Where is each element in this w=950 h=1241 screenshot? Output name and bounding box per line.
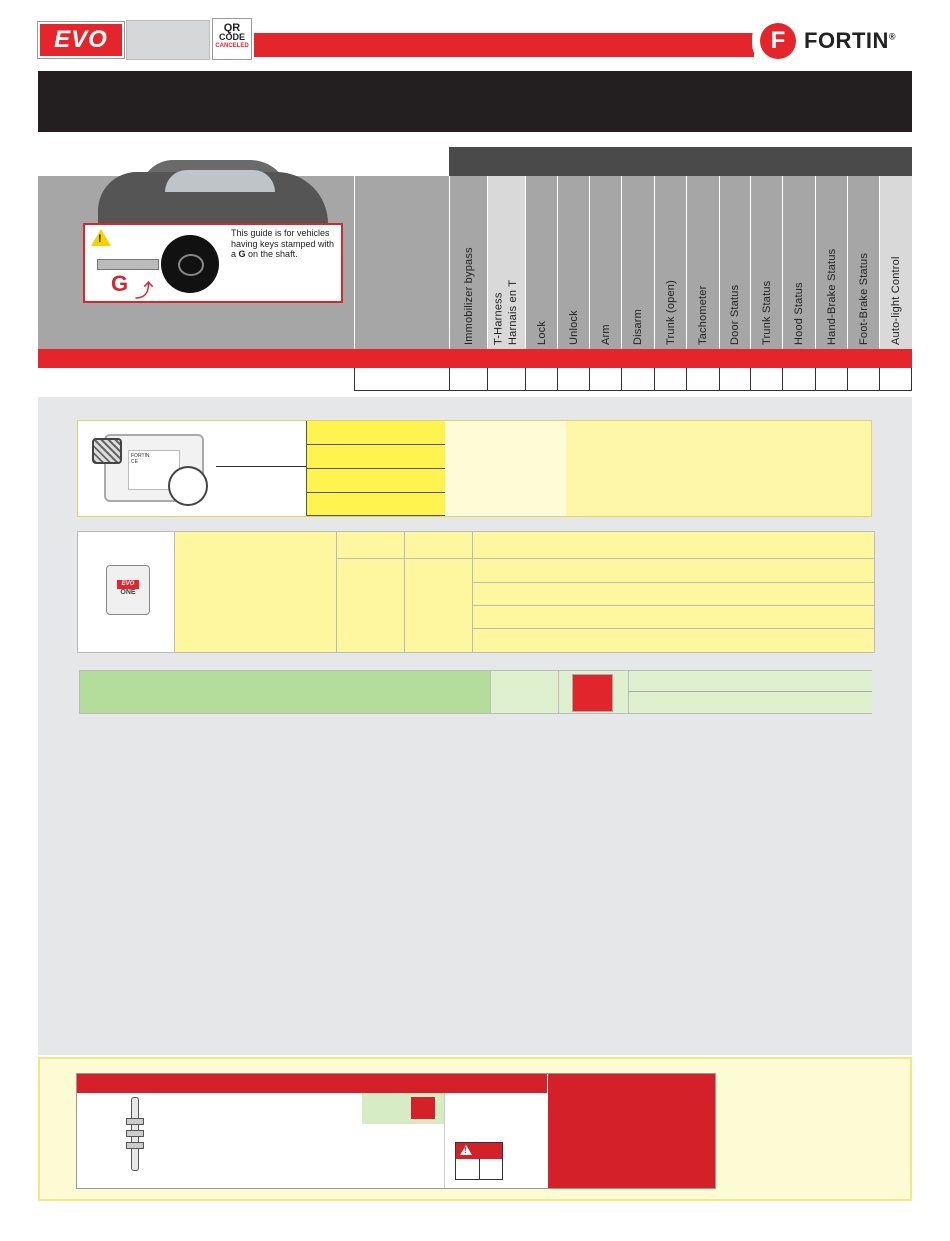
- evo-one-panel: [77, 531, 875, 653]
- divider: [336, 532, 337, 652]
- fortin-f-icon: F: [760, 23, 796, 59]
- divider: [472, 605, 874, 606]
- feature-check-cell: [487, 368, 488, 391]
- feature-label: T-Harness: [492, 292, 505, 345]
- divider: [628, 691, 872, 692]
- pointer-line: [216, 466, 306, 467]
- feature-table-header: [449, 147, 912, 176]
- feature-column-8: [686, 176, 719, 349]
- module-cell-1: [306, 421, 445, 445]
- connector-icon: [92, 438, 122, 464]
- feature-check-cell: [525, 368, 526, 391]
- feature-column-6: [621, 176, 654, 349]
- feature-label-column: [354, 176, 449, 349]
- divider: [404, 532, 405, 652]
- feature-column-3: [525, 176, 557, 349]
- feature-check-cell: [719, 368, 720, 391]
- feature-label: Unlock: [567, 310, 580, 345]
- magnifier-circle: [168, 466, 208, 506]
- feature-label: Hood Status: [793, 282, 805, 345]
- hood-pin-nut: [126, 1142, 144, 1149]
- feature-check-cell: [557, 368, 558, 391]
- feature-check-cell: [879, 368, 880, 391]
- module-cell-2: [306, 445, 445, 469]
- divider: [472, 582, 874, 583]
- module-light-cell: [445, 421, 566, 516]
- car-window: [165, 170, 275, 192]
- hood-pin-nut: [126, 1118, 144, 1125]
- divider: [444, 1093, 445, 1188]
- key-note: This guide is for vehicles having keys stamped with a G on the shaft.: [231, 228, 335, 259]
- feature-column-10: [750, 176, 782, 349]
- feature-label: Door Status: [729, 284, 741, 345]
- red-color-swatch: [411, 1097, 435, 1119]
- feature-check-cell: [815, 368, 816, 391]
- module-label: FORTIN CE: [128, 450, 180, 490]
- module-cell-3: [306, 469, 445, 493]
- feature-label: Foot-Brake Status: [857, 252, 870, 345]
- feature-check-cell: [782, 368, 783, 391]
- arrow-icon: ⤴: [135, 281, 153, 301]
- warning-card: !: [455, 1142, 503, 1180]
- key-notice: ! G ⤴ This guide is for vehicles having keys stamped with a G on the shaft.: [83, 223, 343, 303]
- feature-column-14: [879, 176, 912, 349]
- feature-column-2: [487, 176, 525, 349]
- feature-label: Auto-light Control: [890, 256, 902, 345]
- divider: [336, 558, 874, 559]
- feature-label: Lock: [535, 320, 548, 345]
- fortin-logo: F FORTIN®: [752, 18, 922, 64]
- green-cell: [490, 671, 558, 713]
- green-rows: [628, 671, 872, 713]
- feature-column-13: [847, 176, 879, 349]
- feature-label: Tachometer: [697, 285, 709, 345]
- feature-column-11: [782, 176, 815, 349]
- evo-logo: EVO: [38, 22, 124, 58]
- feature-column-4: [557, 176, 589, 349]
- key-blade: [97, 259, 159, 270]
- feature-check-cell: [449, 368, 450, 391]
- feature-check-cell: [621, 368, 622, 391]
- feature-red-row: [38, 349, 912, 368]
- feature-check-cell: [750, 368, 751, 391]
- header-red-bar: [254, 33, 754, 57]
- red-color-swatch: [572, 674, 613, 712]
- feature-column-1: [449, 176, 487, 349]
- feature-label: Trunk Status: [760, 280, 773, 345]
- feature-label-sub: Harnais en T: [507, 279, 520, 345]
- feature-check-row: [354, 368, 912, 391]
- feature-column-7: [654, 176, 686, 349]
- feature-label: Immobilizer bypass: [462, 247, 475, 345]
- divider: [472, 628, 874, 629]
- divider: [472, 532, 473, 652]
- hood-pin-nut: [126, 1130, 144, 1137]
- feature-check-cell: [847, 368, 848, 391]
- feature-column-12: [815, 176, 847, 349]
- hood-pin-header: [77, 1074, 547, 1093]
- module-device: [104, 434, 204, 502]
- feature-label: Hand-Brake Status: [825, 248, 838, 345]
- evo-one-device: EVO ONE: [106, 565, 150, 615]
- key-fob-icon: [161, 235, 219, 293]
- feature-label: Arm: [599, 324, 612, 345]
- header-grey-box: [126, 20, 210, 60]
- title-band: [38, 71, 912, 132]
- feature-column-5: [589, 176, 621, 349]
- feature-check-cell: [589, 368, 590, 391]
- feature-check-cell: [686, 368, 687, 391]
- feature-label: Trunk (open): [664, 280, 677, 345]
- module-cell-4: [306, 493, 445, 516]
- hood-pin-red-block: [548, 1074, 715, 1188]
- feature-check-cell: [654, 368, 655, 391]
- feature-column-9: [719, 176, 750, 349]
- key-g-letter: G: [111, 271, 129, 296]
- green-cell: [362, 1093, 404, 1124]
- feature-label: Disarm: [632, 308, 644, 345]
- qr-code-canceled: QR CODE CANCELED: [212, 18, 252, 60]
